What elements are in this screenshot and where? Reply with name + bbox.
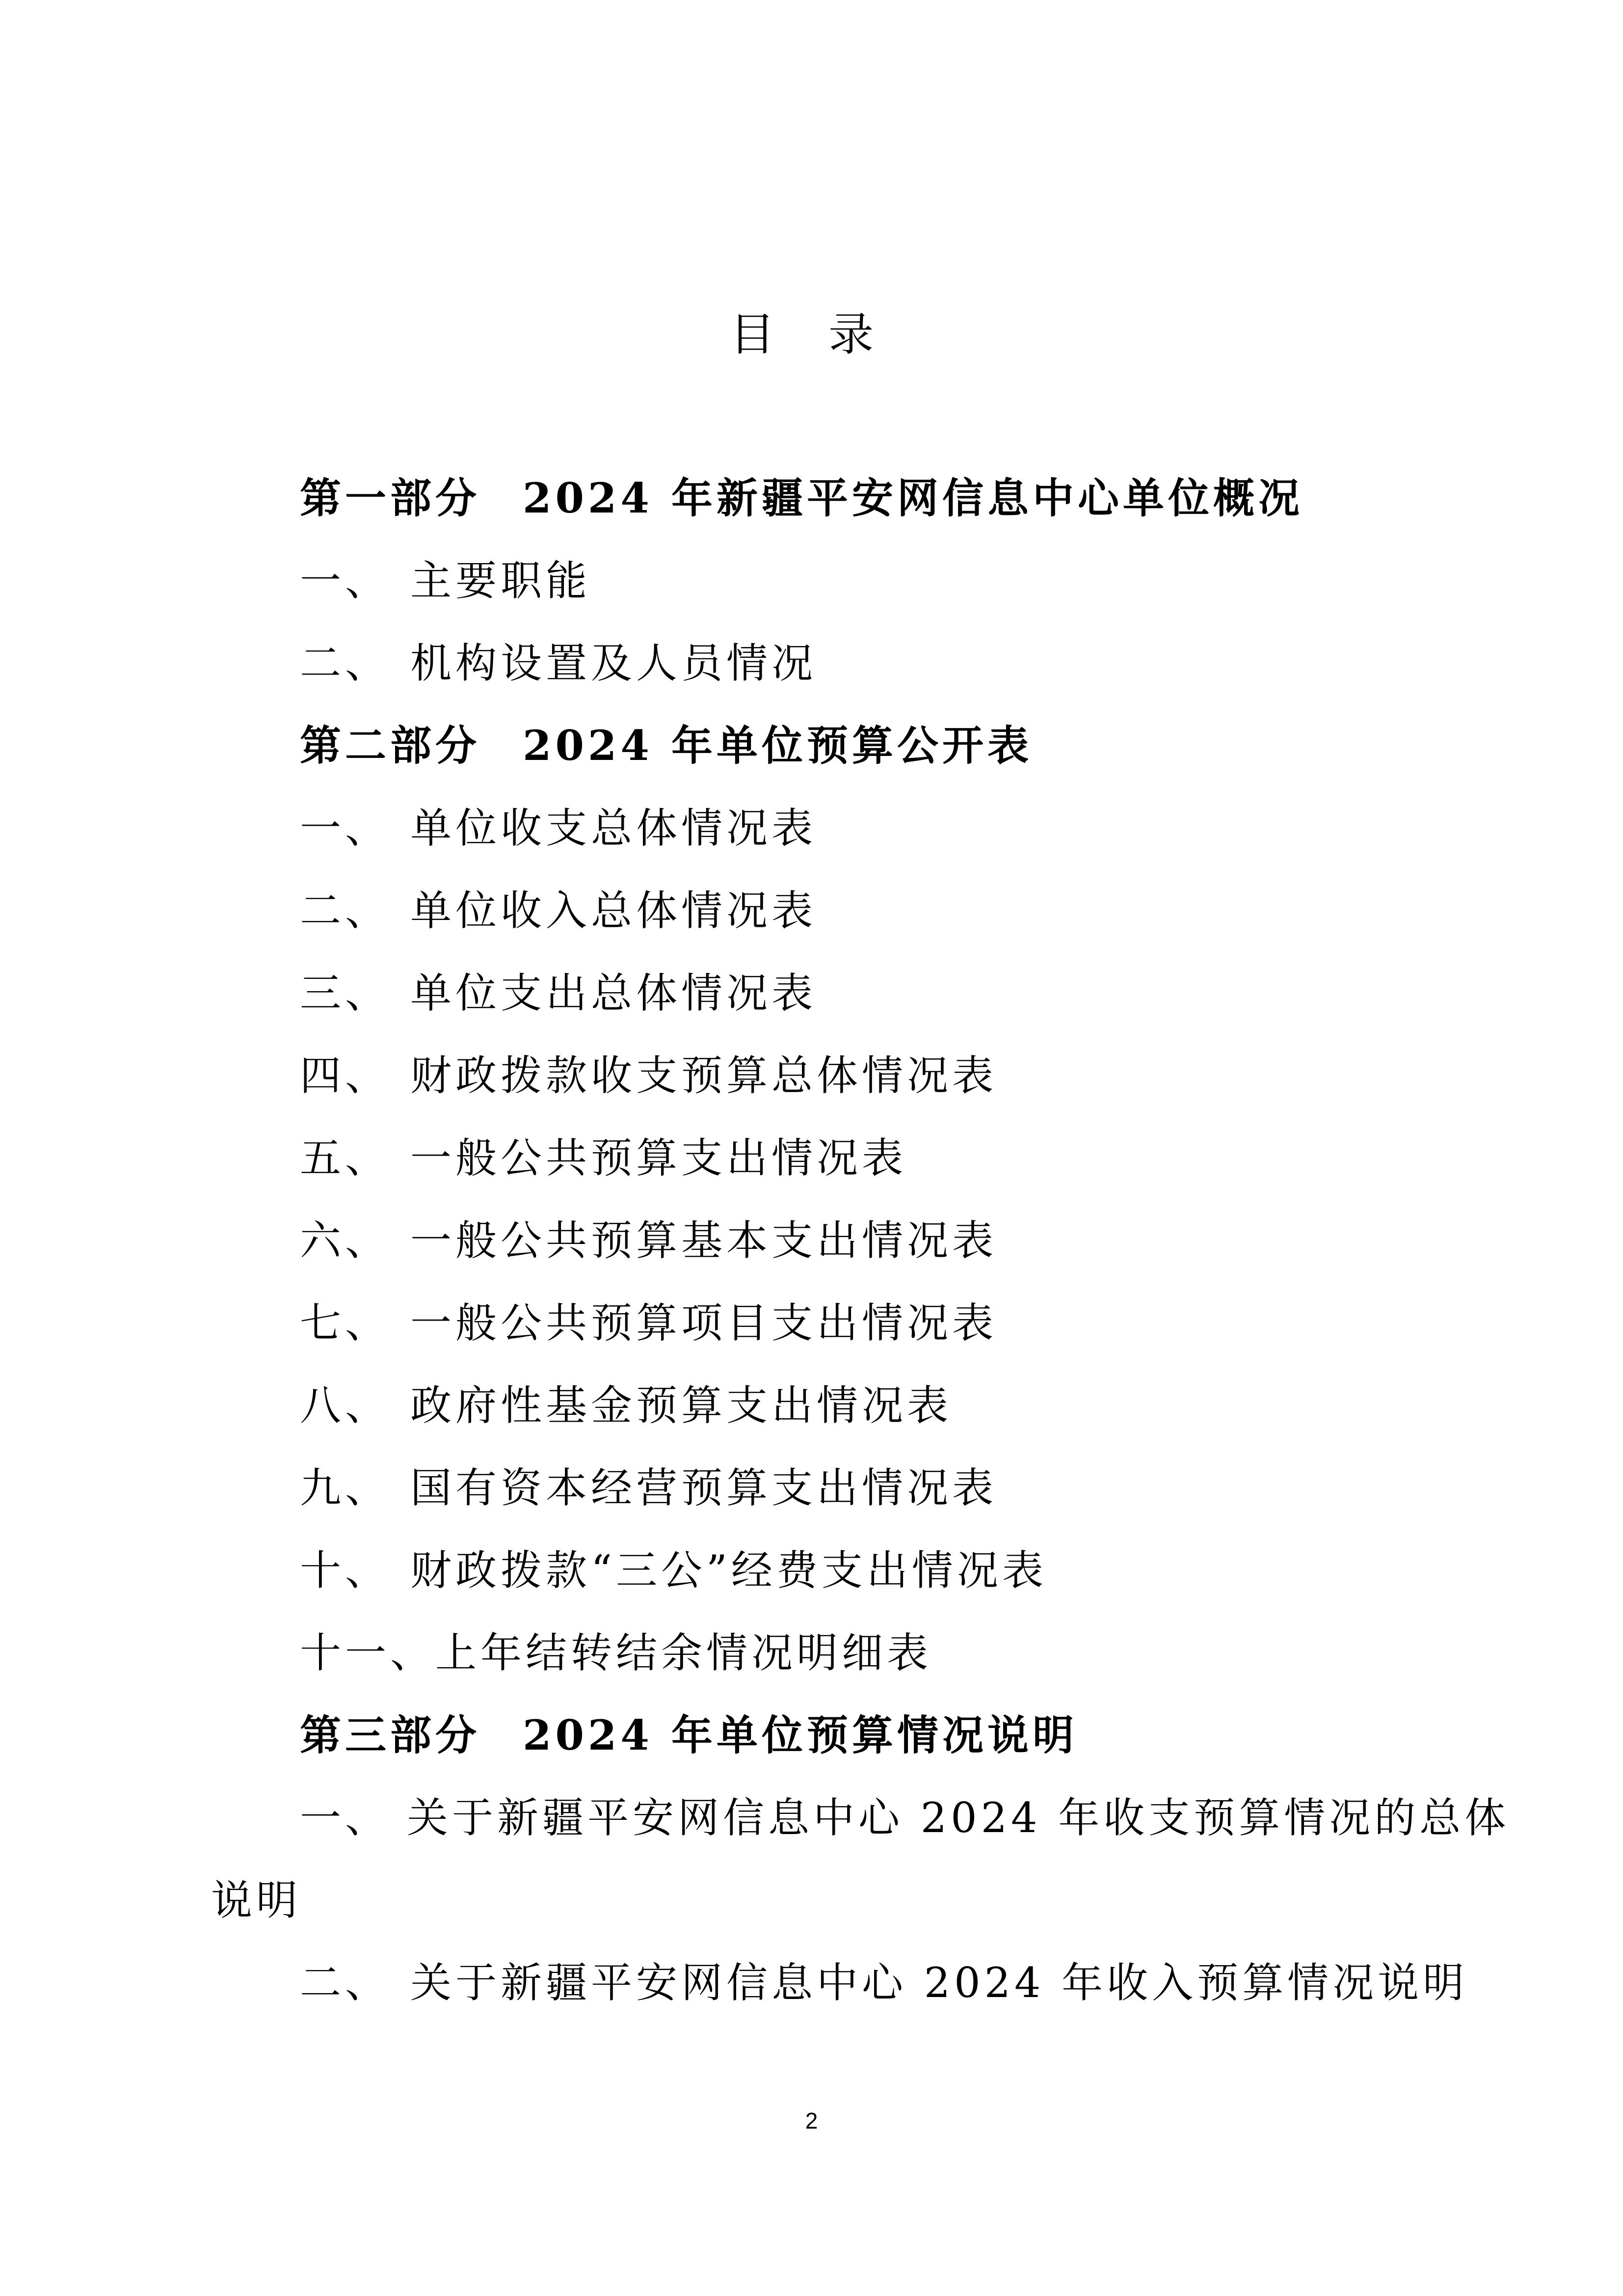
toc-item[interactable] [300, 1376, 952, 1435]
item-index: 十一、 [300, 1629, 436, 1677]
toc-item[interactable] [300, 1541, 1047, 1600]
page-number: 2 [805, 2108, 818, 2134]
toc-item[interactable] [300, 964, 817, 1023]
item-index: 五、 [300, 1134, 391, 1182]
item-text: 财政拨款收支预算总体情况表 [410, 1052, 998, 1100]
item-text: 一般公共预算基本支出情况表 [410, 1216, 998, 1265]
item-index: 二、 [300, 887, 391, 935]
item-index: 十、 [300, 1546, 391, 1594]
item-text: 一般公共预算项目支出情况表 [410, 1299, 998, 1347]
item-text: 政府性基金预算支出情况表 [410, 1381, 953, 1430]
toc-item[interactable] [300, 799, 817, 858]
item-index: 一、 [300, 557, 391, 605]
toc-item[interactable] [300, 1046, 997, 1105]
item-index: 四、 [300, 1052, 391, 1100]
item-text: 国有资本经营预算支出情况表 [410, 1464, 998, 1512]
item-index: 三、 [300, 969, 391, 1017]
part-title: 2024 年单位预算公开表 [523, 721, 1033, 770]
toc-item[interactable] [300, 551, 591, 610]
item-text: 一般公共预算支出情况表 [410, 1134, 907, 1182]
part-label: 第一部分 [300, 474, 481, 522]
item-text: 单位收支总体情况表 [410, 804, 817, 852]
item-index: 九、 [300, 1464, 391, 1512]
item-index: 一、 [300, 804, 391, 852]
item-index: 七、 [300, 1299, 391, 1347]
part-label: 第二部分 [300, 721, 481, 770]
toc-item[interactable] [300, 1788, 1510, 1847]
toc-title: 目 录 [729, 308, 894, 361]
item-text: 上年结转结余情况明细表 [435, 1629, 932, 1677]
toc-item[interactable] [300, 1294, 997, 1352]
toc-item[interactable] [300, 1459, 997, 1517]
toc-item[interactable] [300, 881, 817, 940]
part-label: 第三部分 [300, 1711, 481, 1759]
item-text: 单位支出总体情况表 [410, 969, 817, 1017]
item-text: 关于新疆平安网信息中心 2024 年收支预算情况的总体 [407, 1794, 1510, 1842]
toc-part-heading[interactable] [300, 716, 1033, 775]
part-title: 2024 年新疆平安网信息中心单位概况 [523, 474, 1304, 522]
item-text: 关于新疆平安网信息中心 2024 年收入预算情况说明 [410, 1959, 1468, 2007]
item-text: 财政拨款“三公”经费支出情况表 [410, 1546, 1047, 1594]
part-title: 2024 年单位预算情况说明 [523, 1711, 1078, 1759]
toc-part-heading[interactable] [300, 469, 1304, 528]
item-index: 六、 [300, 1216, 391, 1265]
toc-item[interactable] [300, 1953, 1468, 2012]
item-index: 二、 [300, 1959, 391, 2007]
item-index: 八、 [300, 1381, 391, 1430]
item-index: 二、 [300, 639, 391, 687]
toc-item[interactable] [300, 634, 817, 693]
toc-item[interactable] [300, 1129, 907, 1188]
item-text: 主要职能 [410, 557, 591, 605]
toc-item[interactable] [300, 1211, 997, 1270]
item-index: 一、 [300, 1794, 391, 1842]
toc-item[interactable] [300, 1623, 932, 1682]
item-text: 机构设置及人员情况 [410, 639, 817, 687]
toc-item-continuation[interactable] [211, 1871, 301, 1930]
toc-part-heading[interactable] [300, 1706, 1078, 1765]
item-text-continued: 说明 [211, 1876, 302, 1924]
item-text: 单位收入总体情况表 [410, 887, 817, 935]
